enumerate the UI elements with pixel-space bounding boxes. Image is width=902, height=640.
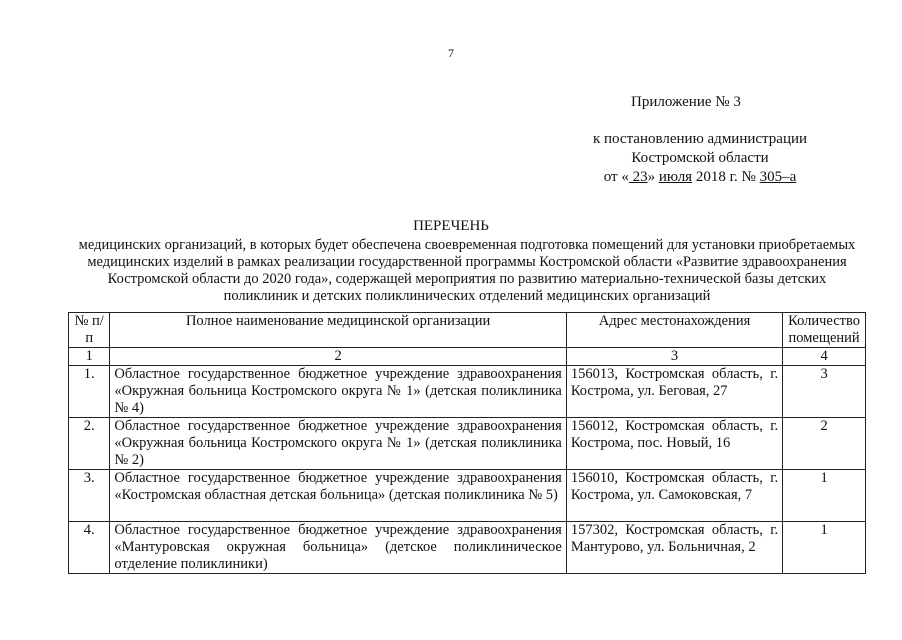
header-address: Адрес местонахождения: [566, 313, 782, 348]
decree-reference: [560, 130, 840, 187]
decree-line-1: к постановлению администрации: [592, 131, 808, 147]
header-name: Полное наименование медицинской организации: [110, 313, 566, 348]
row-number: 3.: [69, 470, 110, 522]
rooms-count: 2: [783, 418, 866, 470]
rooms-count: 1: [783, 470, 866, 522]
page-number: 7: [448, 46, 454, 60]
column-number: 4: [783, 348, 866, 366]
document-title: ПЕРЕЧЕНЬ: [413, 218, 489, 234]
rooms-count: 1: [783, 522, 866, 574]
row-number: 2.: [69, 418, 110, 470]
table-row: [69, 470, 866, 522]
organization-name: Областное государственное бюджетное учреждение здравоохранения «Окружная больница Костромского округа № 1» (детская поликлиника № 2): [110, 418, 566, 470]
organization-name: Областное государственное бюджетное учреждение здравоохранения «Костромская областная детская больница» (детская поликлиника № 5): [110, 470, 566, 522]
organization-address: 156010, Костромская область, г. Кострома, ул. Самоковская, 7: [566, 470, 782, 522]
column-number: 1: [69, 348, 110, 366]
table-header-row: [69, 313, 866, 348]
organization-address: 157302, Костромская область, г. Мантурово, ул. Больничная, 2: [566, 522, 782, 574]
date-mid: »: [647, 169, 659, 185]
organization-address: 156013, Костромская область, г. Кострома, ул. Беговая, 27: [566, 366, 782, 418]
organizations-table: [68, 312, 866, 574]
rooms-count: 3: [783, 366, 866, 418]
date-prefix: от «: [603, 169, 629, 185]
column-number-row: [69, 348, 866, 366]
date-day: 23: [628, 169, 648, 185]
date-year: 2018 г. №: [692, 169, 760, 185]
appendix-label: Приложение № 3: [631, 94, 741, 110]
header-number: № п/п: [69, 313, 110, 348]
row-number: 1.: [69, 366, 110, 418]
header-count: Количество помещений: [783, 313, 866, 348]
column-number: 3: [566, 348, 782, 366]
decree-number: 305–а: [759, 169, 797, 185]
table-row: [69, 522, 866, 574]
column-number: 2: [110, 348, 566, 366]
document-subtitle: медицинских организаций, в которых будет обеспечена своевременная подготовка помещений для установки приобретаемых медицинских изделий в рамках реализации государственной программы Костромской области «Развитие здравоохранения Костромской области до 2020 года», содержащей мероприятия по развитию материально-технической базы детских поликлиник и детских поликлинических отделений медицинских организаций: [78, 237, 856, 304]
organization-name: Областное государственное бюджетное учреждение здравоохранения «Мантуровская окружная больница» (детское поликлиническое отделение поликлиники): [110, 522, 566, 574]
decree-date-line: [560, 168, 840, 187]
table-row: [69, 418, 866, 470]
table-row: [69, 366, 866, 418]
row-number: 4.: [69, 522, 110, 574]
decree-line-2: Костромской области: [631, 150, 769, 166]
organization-name: Областное государственное бюджетное учреждение здравоохранения «Окружная больница Костромского округа № 1» (детская поликлиника № 4): [110, 366, 566, 418]
organization-address: 156012, Костромская область, г. Кострома, пос. Новый, 16: [566, 418, 782, 470]
date-month: июля: [658, 169, 693, 185]
